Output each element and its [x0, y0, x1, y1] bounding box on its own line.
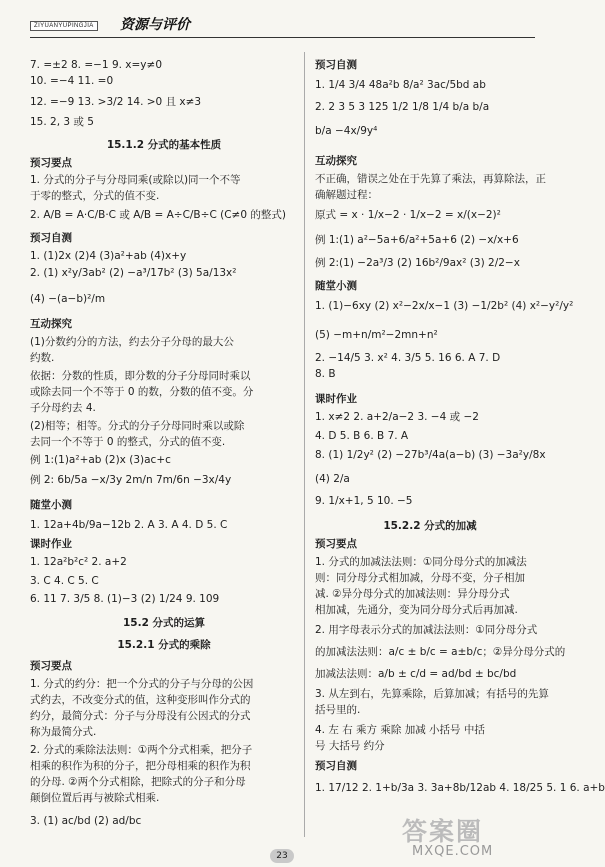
left-line: 或除去同一个不等于 0 的数，分数的值不变。分 — [30, 386, 254, 398]
left-line: 7. =±2 8. =−1 9. x=y≠0 — [30, 59, 162, 71]
brand-logo — [30, 17, 190, 33]
right-line: 2. −14/5 3. x² 4. 3/5 5. 16 6. A 7. D — [315, 352, 501, 364]
right-line: 例 1:(1) a²−5a+6/a²+5a+6 (2) −x/x+6 — [315, 234, 519, 246]
left-line: 于零的整式，分式的值不变. — [30, 190, 160, 202]
right-line: 随堂小测 — [315, 280, 357, 292]
right-line: 括号里的. — [315, 704, 361, 716]
left-line: 式约去，不改变分式的值，这种变形叫作分式的 — [30, 694, 251, 706]
right-line: 预习自测 — [315, 59, 357, 71]
right-line: 4. 左 右 乘方 乘除 加减 小括号 中括 — [315, 724, 485, 736]
left-line: 称为最简分式. — [30, 726, 97, 738]
right-line: 1. 1/4 3/4 48a²b 8/a² 3ac/5bd ab — [315, 79, 486, 91]
left-line: (4) −(a−b)²/m — [30, 293, 106, 305]
right-line: 预习自测 — [315, 760, 357, 772]
right-line: 相加减，先通分，变为同分母分式后再加减. — [315, 604, 518, 616]
left-line: 子分母约去 4. — [30, 402, 96, 414]
left-line: 3. C 4. C 5. C — [30, 575, 99, 587]
right-line: (5) −m+n/m²−2mn+n² — [315, 329, 438, 341]
left-line: (1)分数约分的方法，约去分子分母的最大公 — [30, 336, 234, 348]
right-line: 9. 1/x+1, 5 10. −5 — [315, 495, 413, 507]
left-line: 预习要点 — [30, 157, 72, 169]
left-line: 约数. — [30, 352, 55, 364]
right-line: 的加减法法则：a/c ± b/c = a±b/c；②异分母分式的 — [315, 646, 566, 658]
brand-en: ZIYUANYUPINGJIA — [30, 21, 98, 31]
left-line: 1. 12a²b²c² 2. a+2 — [30, 556, 127, 568]
right-line: 1. 17/12 2. 1+b/3a 3. 3a+8b/12ab 4. 18/25 5. 1 6. a+b — [315, 782, 605, 794]
right-line: 2. 2 3 5 3 125 1/2 1/8 1/4 b/a b/a — [315, 101, 490, 113]
left-line: 1. 分式的分子与分母同乘(或除以)同一个不等 — [30, 174, 241, 186]
left-line: 15.1.2 分式的基本性质 — [106, 139, 222, 151]
left-line: 15.2.1 分式的乘除 — [117, 639, 211, 651]
right-line: 15.2.2 分式的加减 — [383, 520, 477, 532]
page-number: 23 — [270, 849, 294, 863]
left-line: 15. 2, 3 或 5 — [30, 116, 94, 128]
left-line: 15.2 分式的运算 — [122, 617, 206, 629]
right-line: 8. (1) 1/2y² (2) −27b³/4a(a−b) (3) −3a²y/8x — [315, 449, 546, 461]
page-header — [30, 12, 535, 40]
right-line: 互动探究 — [315, 155, 357, 167]
left-line: 约分，最简分式：分子与分母没有公因式的分式 — [30, 710, 251, 722]
left-line: 例 2: 6b/5a −x/3y 2m/n 7m/6n −3x/4y — [30, 474, 232, 486]
right-line: 1. (1)−6xy (2) x²−2x/x−1 (3) −1/2b² (4) x²−y²/y² — [315, 300, 574, 312]
left-line: 预习要点 — [30, 660, 72, 672]
watermark-logo: 答案圈 — [402, 817, 484, 846]
left-line: 依据：分数的性质，即分数的分子分母同时乘以 — [30, 370, 251, 382]
left-line: 相乘的积作为积的分子，把分母相乘的积作为积 — [30, 760, 251, 772]
right-line: 例 2:(1) −2a³/3 (2) 16b²/9ax² (3) 2/2−x — [315, 257, 520, 269]
header-rule — [30, 37, 535, 38]
column-divider — [304, 52, 305, 837]
left-line: 颠倒位置后再与被除式相乘. — [30, 792, 160, 804]
left-line: 预习自测 — [30, 232, 72, 244]
right-line: 加减法法则：a/b ± c/d = ad/bd ± bc/bd — [315, 668, 517, 680]
right-line: 课时作业 — [315, 393, 357, 405]
watermark — [402, 812, 552, 862]
watermark-url: MXQE.COM — [412, 844, 494, 859]
right-line: 8. B — [315, 368, 336, 380]
left-line: 互动探究 — [30, 318, 72, 330]
brand-title: 资源与评价 — [120, 17, 190, 33]
right-line: 预习要点 — [315, 538, 357, 550]
right-line: 号 大括号 约分 — [315, 740, 385, 752]
left-line: 1. (1)2x (2)4 (3)a²+ab (4)x+y — [30, 250, 187, 262]
left-line: 课时作业 — [30, 538, 72, 550]
right-line: 原式 = x · 1/x−2 · 1/x−2 = x/(x−2)² — [315, 209, 501, 221]
left-line: 12. =−9 13. >3/2 14. >0 且 x≠3 — [30, 96, 202, 108]
right-line: 则：同分母分式相加减，分母不变，分子相加 — [315, 572, 525, 584]
left-line: (2)相等；相等。分式的分子分母同时乘以或除 — [30, 420, 245, 432]
left-line: 6. 11 7. 3/5 8. (1)−3 (2) 1/24 9. 109 — [30, 593, 220, 605]
right-line: 3. 从左到右，先算乘除，后算加减；有括号的先算 — [315, 688, 549, 700]
left-line: 10. =−4 11. =0 — [30, 75, 114, 87]
right-line: 2. 用字母表示分式的加减法法则：①同分母分式 — [315, 624, 538, 636]
right-line: 4. D 5. B 6. B 7. A — [315, 430, 409, 442]
left-line: 2. (1) x²y/3ab² (2) −a³/17b² (3) 5a/13x² — [30, 267, 237, 279]
left-line: 1. 12a+4b/9a−12b 2. A 3. A 4. D 5. C — [30, 519, 228, 531]
left-line: 3. (1) ac/bd (2) ad/bc — [30, 815, 142, 827]
left-line: 去同一个不等于 0 的整式，分式的值不变. — [30, 436, 226, 448]
right-line: b/a −4x/9y⁴ — [315, 125, 378, 137]
right-line: 确解题过程： — [315, 189, 378, 201]
right-line: 减. ②异分母分式的加减法则：异分母分式 — [315, 588, 510, 600]
right-line: 1. 分式的加减法法则：①同分母分式的加减法 — [315, 556, 527, 568]
left-line: 随堂小测 — [30, 499, 72, 511]
left-line: 2. A/B = A·C/B·C 或 A/B = A÷C/B÷C (C≠0 的整式) — [30, 209, 286, 221]
left-line: 1. 分式的约分：把一个分式的分子与分母的公因 — [30, 678, 254, 690]
left-line: 2. 分式的乘除法法则：①两个分式相乘，把分子 — [30, 744, 253, 756]
left-line: 的分母. ②两个分式相除，把除式的分子和分母 — [30, 776, 246, 788]
right-line: (4) 2/a — [315, 473, 350, 485]
right-line: 不正确，错误之处在于先算了乘法，再算除法，正 — [315, 173, 546, 185]
right-line: 1. x≠2 2. a+2/a−2 3. −4 或 −2 — [315, 411, 479, 423]
left-line: 例 1:(1)a²+ab (2)x (3)ac+c — [30, 454, 171, 466]
